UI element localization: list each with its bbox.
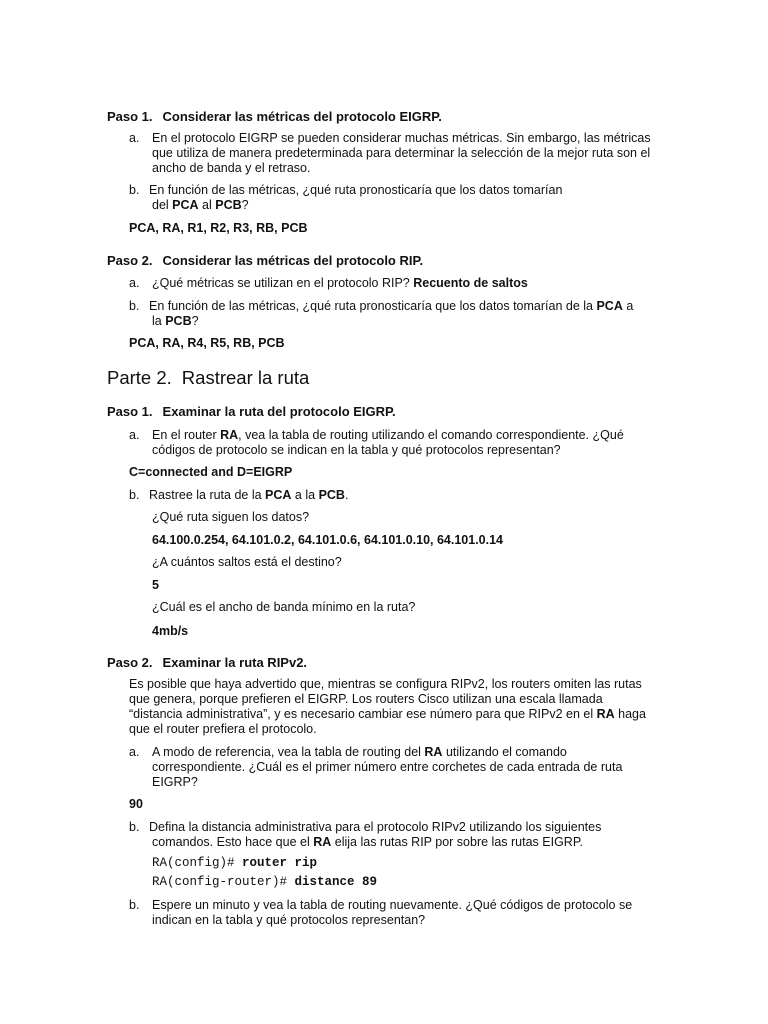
paragraph-line: EIGRP? (152, 775, 198, 789)
paragraph-line: Defina la distancia administrativa para el protocolo RIPv2 utilizando los siguientes (149, 820, 602, 834)
paragraph-line: En el protocolo EIGRP se pueden considerar muchas métricas. Sin embargo, las métricas (152, 131, 651, 145)
answer-text: 5 (152, 578, 159, 592)
item-marker: b. (129, 299, 140, 313)
paragraph-line: que utiliza de manera predeterminada para determinar la selección de la mejor ruta son el (152, 146, 651, 160)
answer-text: 64.100.0.254, 64.101.0.2, 64.101.0.6, 64.101.0.10, 64.101.0.14 (152, 533, 504, 547)
step-title: Considerar las métricas del protocolo RIP. (162, 253, 424, 268)
item-marker: a. (129, 745, 140, 759)
step-title: Examinar la ruta RIPv2. (162, 655, 308, 670)
item-marker: a. (129, 276, 140, 290)
paragraph-line: que el router prefiera el protocolo. (129, 722, 317, 736)
paragraph-line: que genera, porque prefieren el EIGRP. Los routers Cisco utilizan una escala llamada (129, 692, 603, 706)
step-1-heading (107, 404, 396, 419)
step-label: Paso 2. (107, 253, 153, 268)
paragraph-line: la PCB? (152, 314, 199, 328)
command-line (152, 875, 377, 890)
answer-text: Recuento de saltos (413, 276, 528, 290)
paragraph-line: En función de las métricas, ¿qué ruta pronosticaría que los datos tomarían de la PCA a (149, 299, 634, 313)
item-marker: a. (129, 131, 140, 145)
step-2-heading (107, 253, 423, 268)
question-text: ¿Qué ruta siguen los datos? (152, 510, 310, 524)
paragraph-line: Rastree la ruta de la PCA a la PCB. (149, 488, 349, 502)
paragraph-line: “distancia administrativa”, y es necesario cambiar ese número para que RIPv2 en el RA haga (129, 707, 646, 721)
paragraph-line: códigos de protocolo se indican en la tabla y qué protocolos representan? (152, 443, 561, 457)
command-line (152, 856, 317, 871)
paragraph-line: ancho de banda y el retraso. (152, 161, 311, 175)
command-text: distance 89 (294, 875, 378, 889)
step-1-heading (107, 109, 442, 124)
part-label: Parte 2. (107, 367, 172, 388)
question-text: ¿Cuál es el ancho de banda mínimo en la ruta? (152, 600, 416, 614)
step-title: Examinar la ruta del protocolo EIGRP. (162, 404, 396, 419)
step-title: Considerar las métricas del protocolo EIGRP. (162, 109, 442, 124)
item-marker: a. (129, 428, 140, 442)
paragraph-line: ¿Qué métricas se utilizan en el protocolo RIP? Recuento de saltos (152, 276, 528, 290)
command-prompt: RA(config-router)# (152, 875, 295, 889)
part-title: Rastrear la ruta (181, 367, 310, 388)
paragraph-line: En función de las métricas, ¿qué ruta pronosticaría que los datos tomarían (149, 183, 563, 197)
item-marker: b. (129, 488, 140, 502)
command-prompt: RA(config)# (152, 856, 243, 870)
paragraph-line: En el router RA, vea la tabla de routing utilizando el comando correspondiente. ¿Qué (152, 428, 624, 442)
paragraph-line: Es posible que haya advertido que, mientras se configura RIPv2, los routers omiten las rutas (129, 677, 642, 691)
step-label: Paso 1. (107, 109, 153, 124)
item-marker: b. (129, 820, 140, 834)
paragraph-line: correspondiente. ¿Cuál es el primer número entre corchetes de cada entrada de ruta (152, 760, 623, 774)
answer-text: 4mb/s (152, 624, 189, 638)
paragraph-line: del PCA al PCB? (152, 198, 249, 212)
paragraph-line: A modo de referencia, vea la tabla de routing del RA utilizando el comando (152, 745, 567, 759)
paragraph-line: indican en la tabla y qué protocolos representan? (152, 913, 426, 927)
answer-text: PCA, RA, R4, R5, RB, PCB (129, 336, 285, 350)
question-text: ¿A cuántos saltos está el destino? (152, 555, 342, 569)
answer-text: PCA, RA, R1, R2, R3, RB, PCB (129, 221, 308, 235)
answer-text: 90 (129, 797, 143, 811)
part-2-heading (107, 367, 309, 389)
answer-text: C=connected and D=EIGRP (129, 465, 293, 479)
step-2-heading (107, 655, 307, 670)
paragraph-line: Espere un minuto y vea la tabla de routing nuevamente. ¿Qué códigos de protocolo se (152, 898, 633, 912)
step-label: Paso 1. (107, 404, 153, 419)
item-marker: b. (129, 183, 140, 197)
item-marker: b. (129, 898, 140, 912)
step-label: Paso 2. (107, 655, 153, 670)
paragraph-line: comandos. Esto hace que el RA elija las rutas RIP por sobre las rutas EIGRP. (152, 835, 584, 849)
command-text: router rip (242, 856, 318, 870)
